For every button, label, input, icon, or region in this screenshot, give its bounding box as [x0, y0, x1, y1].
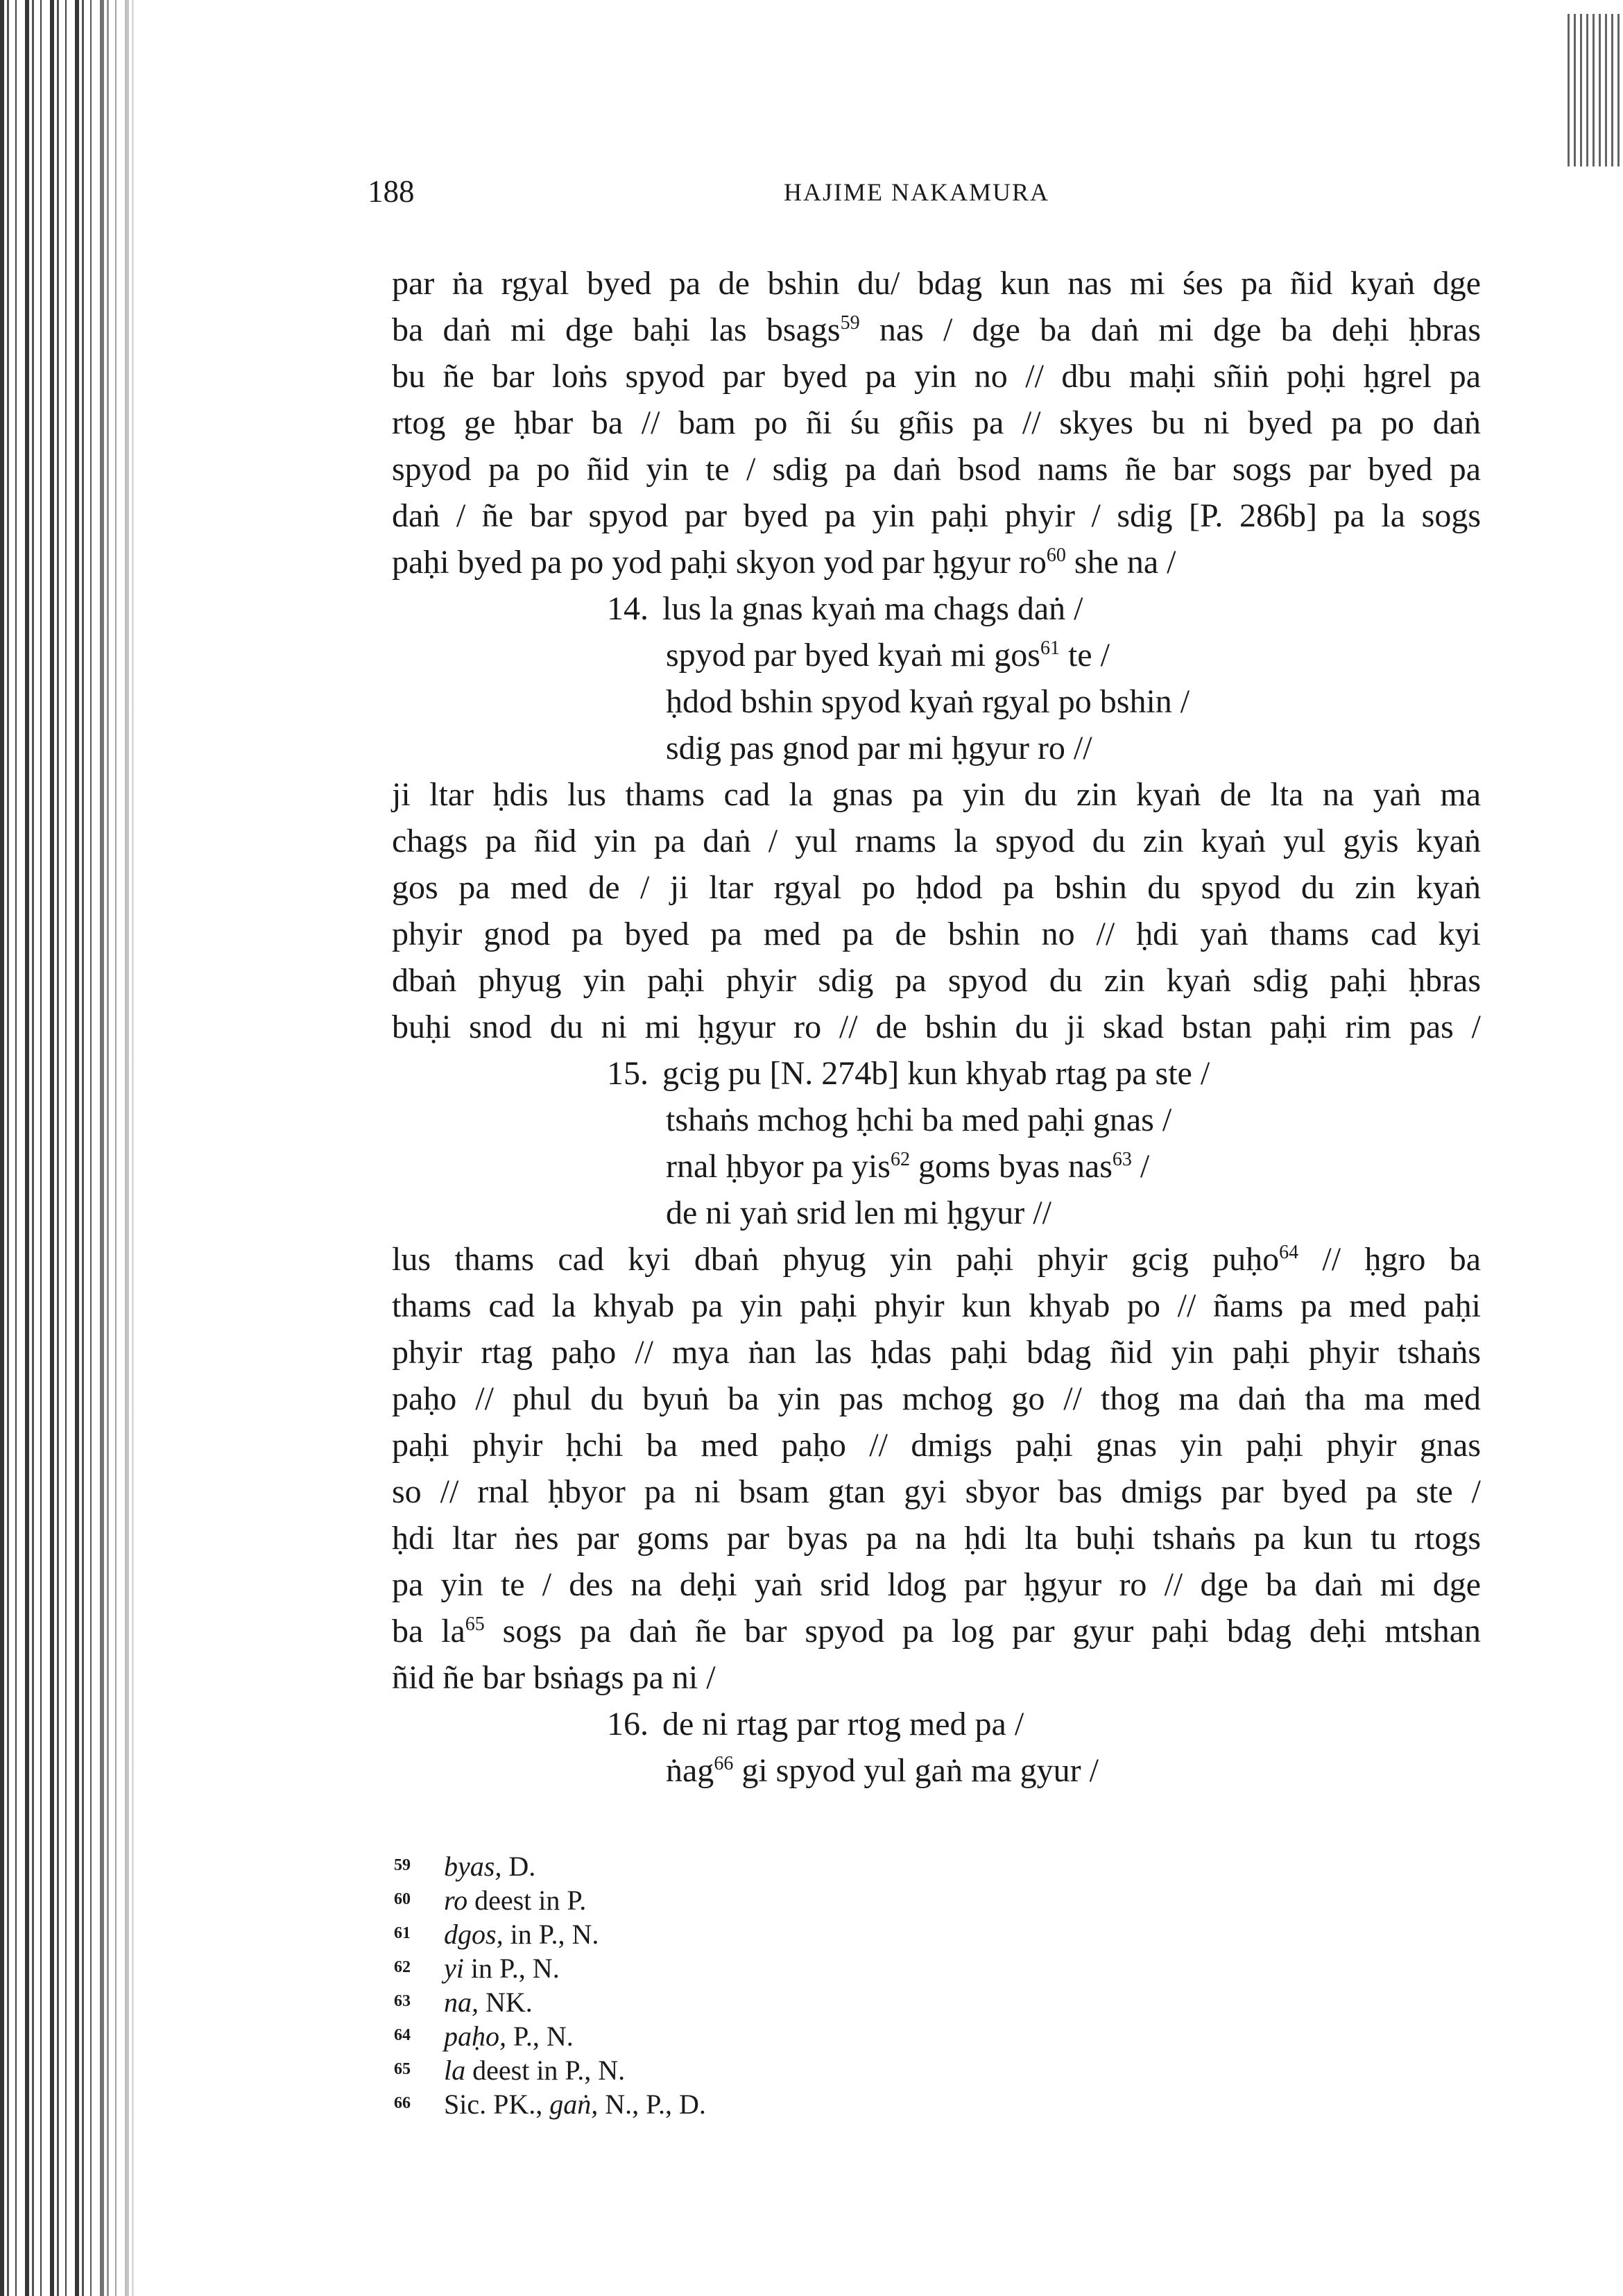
verse-line: [392, 1097, 1481, 1143]
verse-line: [392, 1747, 1481, 1794]
footnote-text: N., P., D.: [598, 2089, 706, 2120]
footnote-ref: 62: [890, 1149, 910, 1170]
footnote-ref: 63: [1112, 1149, 1132, 1170]
text-line: [392, 1561, 1481, 1608]
footnote-number: 60: [394, 1890, 411, 1908]
line-text: phyir gnod pa byed pa med pa de bshin no // ḥdi yaṅ thams cad kyi: [392, 916, 1481, 952]
text-line: [392, 539, 1481, 585]
line-text: te /: [1059, 637, 1110, 674]
text-line: [392, 1236, 1481, 1283]
line-text: rtog ge ḥbar ba // bam po ñi śu gñis pa // skyes bu ni byed pa po daṅ: [392, 404, 1481, 441]
verse-line: [392, 585, 1481, 632]
line-text: lus la gnas kyaṅ ma chags daṅ /: [662, 590, 1083, 627]
footnote: [394, 1883, 1226, 1917]
text-line: [392, 771, 1481, 818]
footnote-ref: 59: [840, 312, 860, 334]
footnote-ref: 66: [714, 1753, 734, 1774]
running-head: [368, 173, 1519, 222]
verse-number: 15.: [607, 1055, 649, 1092]
binding-fade: [83, 0, 146, 2296]
running-title: HAJIME NAKAMURA: [784, 178, 1050, 206]
footnote-number: 65: [394, 2060, 411, 2078]
footnote-text: deest in P., N.: [465, 2055, 626, 2086]
line-text: ṅag: [666, 1752, 714, 1789]
line-text: tshaṅs mchog ḥchi ba med paḥi gnas /: [666, 1102, 1172, 1138]
text-line: [392, 1329, 1481, 1376]
footnote-number: 61: [394, 1924, 411, 1942]
line-text: she na /: [1065, 544, 1176, 581]
text-line: [392, 1283, 1481, 1329]
line-text: ḥdi ltar ṅes par goms par byas pa na ḥdi lta buḥi tshaṅs pa kun tu rtogs: [392, 1520, 1481, 1557]
footnote-text: in P., N.: [463, 1953, 560, 1984]
footnote-number: 59: [394, 1856, 411, 1874]
text-line: [392, 492, 1481, 539]
footnote-ref: 61: [1040, 637, 1060, 659]
footnote-reading: ro: [444, 1885, 468, 1916]
verse-line: [392, 678, 1481, 725]
line-text: ñid ñe bar bsṅags pa ni /: [392, 1659, 716, 1696]
line-text: daṅ / ñe bar spyod par byed pa yin paḥi phyir / sdig [P. 286b] pa la sogs: [392, 497, 1481, 534]
text-line: [392, 957, 1481, 1004]
line-text: de ni yaṅ srid len mi ḥgyur //: [666, 1194, 1051, 1231]
page-corner-shadow: [1568, 14, 1623, 166]
footnote-ref: 65: [465, 1613, 485, 1635]
text-line: [392, 1004, 1481, 1050]
text-line: [392, 260, 1481, 307]
line-text: goms byas nas: [909, 1148, 1113, 1185]
line-text: thams cad la khyab pa yin paḥi phyir kun khyab po // ñams pa med paḥi: [392, 1287, 1481, 1324]
footnote-reading: la: [444, 2055, 466, 2086]
text-line: [392, 353, 1481, 400]
text-line: [392, 307, 1481, 353]
line-text: paḥi byed pa po yod paḥi skyon yod par ḥgyur ro: [392, 544, 1047, 581]
footnote-text: NK.: [479, 1987, 533, 2018]
line-text: spyod pa po ñid yin te / sdig pa daṅ bsod nams ñe bar sogs par byed pa: [392, 451, 1481, 488]
line-text: gi spyod yul gaṅ ma gyur /: [733, 1752, 1099, 1789]
footnote-number: 62: [394, 1958, 411, 1976]
footnotes: [394, 1849, 1226, 2121]
line-text: pa yin te / des na deḥi yaṅ srid ldog par ḥgyur ro // dge ba daṅ mi dge: [392, 1566, 1481, 1603]
line-text: sdig pas gnod par mi ḥgyur ro //: [666, 730, 1092, 766]
footnote: [394, 2053, 1226, 2087]
line-text: ba la: [392, 1613, 465, 1650]
line-text: chags pa ñid yin pa daṅ / yul rnams la spyod du zin kyaṅ yul gyis kyaṅ: [392, 823, 1481, 859]
line-text: de ni rtag par rtog med pa /: [662, 1706, 1024, 1742]
line-text: bu ñe bar loṅs spyod par byed pa yin no // dbu maḥi sñiṅ poḥi ḥgrel pa: [392, 358, 1481, 395]
footnote-ref: 64: [1279, 1242, 1299, 1263]
footnote-text: Sic. PK.,: [444, 2089, 550, 2120]
line-text: nas / dge ba daṅ mi dge ba deḥi ḥbras: [859, 311, 1482, 348]
text-line: [392, 400, 1481, 446]
line-text: gcig pu [N. 274b] kun khyab rtag pa ste /: [662, 1055, 1210, 1092]
line-text: gos pa med de / ji ltar rgyal po ḥdod pa bshin du spyod du zin kyaṅ: [392, 869, 1481, 906]
line-text: spyod par byed kyaṅ mi gos: [666, 637, 1040, 674]
verse-line: [392, 1701, 1481, 1747]
footnote: [394, 2019, 1226, 2053]
text-line: [392, 1608, 1481, 1654]
verse-line: [392, 632, 1481, 678]
footnote: [394, 1849, 1226, 1883]
verse-line: [392, 1050, 1481, 1097]
text-line: [392, 911, 1481, 957]
page-number: 188: [368, 174, 415, 209]
verse-line: [392, 725, 1481, 771]
footnote-reading: paḥo,: [444, 2021, 506, 2052]
footnote-reading: na,: [444, 1987, 479, 2018]
main-text: [392, 260, 1481, 1794]
line-text: so // rnal ḥbyor pa ni bsam gtan gyi sbyor bas dmigs par byed pa ste /: [392, 1473, 1481, 1510]
line-text: paḥo // phul du byuṅ ba yin pas mchog go // thog ma daṅ tha ma med: [392, 1380, 1481, 1417]
line-text: paḥi phyir ḥchi ba med paḥo // dmigs paḥi gnas yin paḥi phyir gnas: [392, 1427, 1481, 1464]
text-line: [392, 818, 1481, 864]
text-line: [392, 864, 1481, 911]
footnote: [394, 2087, 1226, 2121]
text-line: [392, 446, 1481, 492]
line-text: par ṅa rgyal byed pa de bshin du/ bdag kun nas mi śes pa ñid kyaṅ dge: [392, 265, 1481, 302]
footnote-ref: 60: [1046, 545, 1066, 566]
text-line: [392, 1422, 1481, 1468]
footnote-reading: dgos,: [444, 1919, 504, 1950]
line-text: phyir rtag paḥo // mya ṅan las ḥdas paḥi bdag ñid yin paḥi phyir tshaṅs: [392, 1334, 1481, 1371]
footnote-number: 64: [394, 2026, 411, 2044]
verse-line: [392, 1143, 1481, 1190]
line-text: ji ltar ḥdis lus thams cad la gnas pa yin du zin kyaṅ de lta na yaṅ ma: [392, 776, 1481, 813]
text-line: [392, 1654, 1481, 1701]
footnote-number: 63: [394, 1992, 411, 2010]
line-text: /: [1131, 1148, 1150, 1185]
line-text: buḥi snod du ni mi ḥgyur ro // de bshin du ji skad bstan paḥi rim pas /: [392, 1009, 1481, 1045]
line-text: lus thams cad kyi dbaṅ phyug yin paḥi phyir gcig puḥo: [392, 1241, 1280, 1278]
footnote-reading: yi: [444, 1953, 464, 1984]
footnote-reading: byas,: [444, 1851, 502, 1882]
verse-number: 14.: [607, 590, 649, 627]
footnote-text: deest in P.: [467, 1885, 587, 1916]
text-line: [392, 1376, 1481, 1422]
line-text: ḥdod bshin spyod kyaṅ rgyal po bshin /: [666, 683, 1190, 720]
line-text: dbaṅ phyug yin paḥi phyir sdig pa spyod du zin kyaṅ sdig paḥi ḥbras: [392, 962, 1481, 999]
text-line: [392, 1515, 1481, 1561]
line-text: rnal ḥbyor pa yis: [666, 1148, 891, 1185]
verse-number: 16.: [607, 1706, 649, 1742]
footnote: [394, 1985, 1226, 2019]
text-line: [392, 1468, 1481, 1515]
footnote-text: in P., N.: [503, 1919, 599, 1950]
footnote: [394, 1917, 1226, 1951]
line-text: sogs pa daṅ ñe bar spyod pa log par gyur paḥi bdag deḥi mtshan: [484, 1613, 1481, 1650]
footnote: [394, 1951, 1226, 1985]
footnote-text: P., N.: [506, 2021, 574, 2052]
verse-line: [392, 1190, 1481, 1236]
footnote-reading: gaṅ,: [549, 2089, 599, 2120]
line-text: ba daṅ mi dge baḥi las bsags: [392, 311, 841, 348]
footnote-number: 66: [394, 2094, 411, 2112]
line-text: // ḥgro ba: [1298, 1241, 1482, 1278]
footnote-text: D.: [501, 1851, 536, 1882]
